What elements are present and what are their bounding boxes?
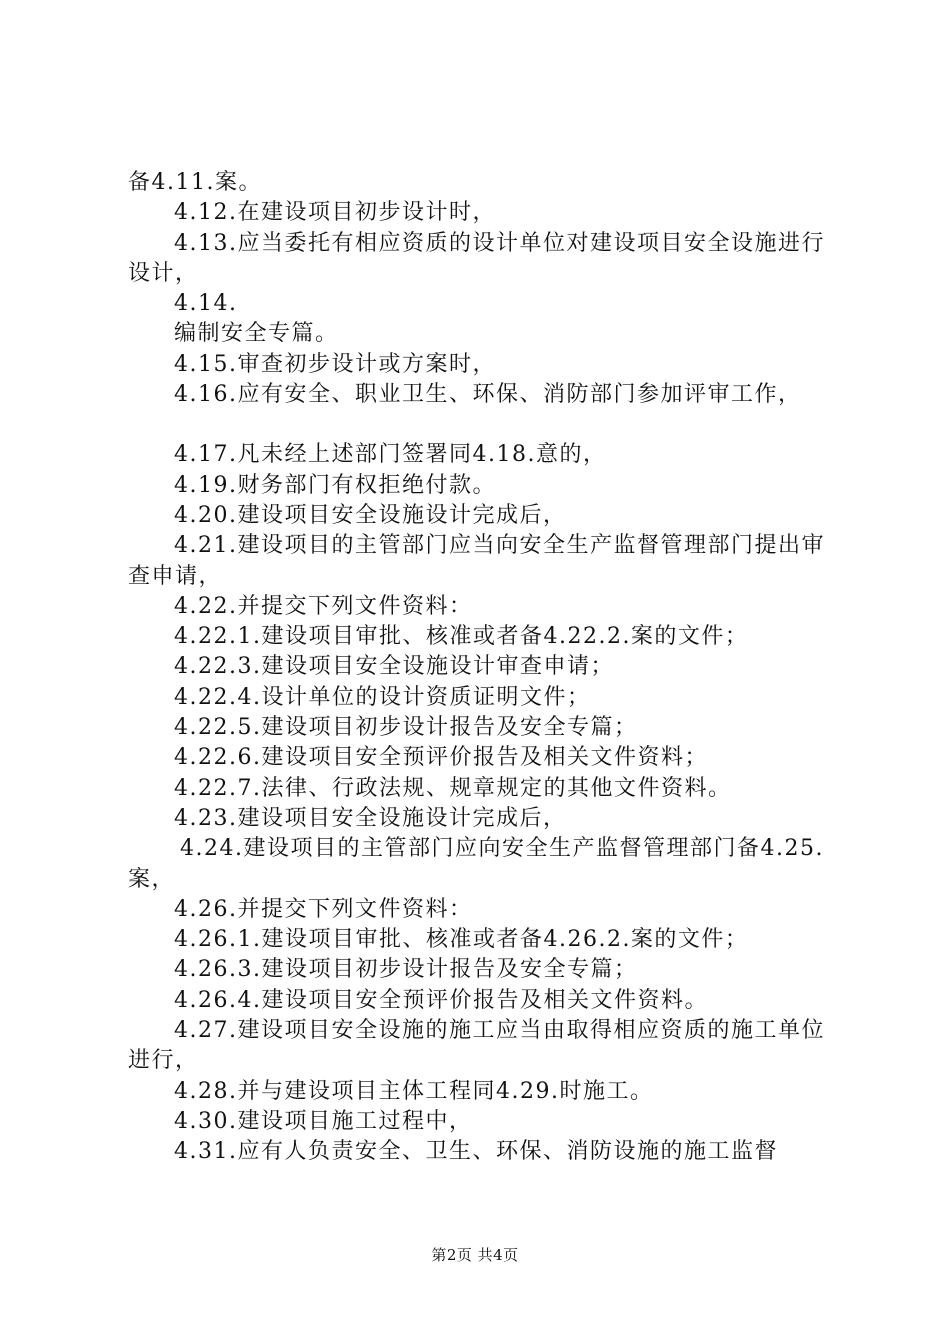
paragraph: 4.22.6.建设项目安全预评价报告及相关文件资料； bbox=[174, 745, 708, 771]
paragraph: 4.23.建设项目安全设施设计完成后， bbox=[174, 805, 567, 831]
paragraph: 4.13.应当委托有相应资质的设计单位对建设项目安全设施进行设计， bbox=[128, 230, 825, 286]
paragraph: 4.20.建设项目安全设施设计完成后， bbox=[174, 502, 567, 528]
paragraph: 4.22.并提交下列文件资料： bbox=[174, 593, 473, 619]
page-footer: 第2页 共4页 bbox=[431, 1246, 519, 1264]
paragraph: 4.15.审查初步设计或方案时， bbox=[174, 351, 496, 377]
paragraph: 4.12.在建设项目初步设计时， bbox=[174, 200, 496, 226]
paragraph: 4.22.7.法律、行政法规、规章规定的其他文件资料。 bbox=[174, 775, 732, 801]
paragraph: 4.17.凡未经上述部门签署同4.18.意的， bbox=[174, 442, 607, 468]
paragraph: 备4.11.案。 bbox=[128, 170, 262, 195]
paragraph: 4.26.1.建设项目审批、核准或者备4.26.2.案的文件； bbox=[174, 927, 749, 953]
paragraph: 4.28.并与建设项目主体工程同4.29.时施工。 bbox=[174, 1078, 654, 1104]
paragraph: 4.26.3.建设项目初步设计报告及安全专篇； bbox=[174, 957, 638, 983]
paragraph: 4.22.5.建设项目初步设计报告及安全专篇； bbox=[174, 715, 638, 741]
paragraph: 4.22.3.建设项目安全设施设计审查申请； bbox=[174, 654, 614, 680]
paragraph: 4.26.4.建设项目安全预评价报告及相关文件资料。 bbox=[174, 987, 708, 1013]
paragraph: 4.19.财务部门有权拒绝付款。 bbox=[174, 472, 496, 498]
paragraph: 4.16.应有安全、职业卫生、环保、消防部门参加评审工作， bbox=[174, 382, 802, 408]
paragraph: 4.14. bbox=[174, 291, 238, 317]
paragraph: 4.22.4.设计单位的设计资质证明文件； bbox=[174, 684, 591, 710]
document-body bbox=[128, 168, 838, 1168]
paragraph: 4.21.建设项目的主管部门应当向安全生产监督管理部门提出审查申请， bbox=[128, 533, 825, 589]
paragraph: 4.30.建设项目施工过程中， bbox=[174, 1108, 473, 1134]
paragraph: 4.27.建设项目安全设施的施工应当由取得相应资质的施工单位进行， bbox=[128, 1018, 825, 1074]
paragraph: 4.31.应有人负责安全、卫生、环保、消防设施的施工监督 bbox=[174, 1139, 778, 1165]
paragraph: 4.26.并提交下列文件资料： bbox=[174, 896, 473, 922]
paragraph: 4.24.建设项目的主管部门应向安全生产监督管理部门备4.25.案， bbox=[128, 836, 824, 892]
paragraph: 编制安全专篇。 bbox=[174, 321, 339, 347]
paragraph: 4.22.1.建设项目审批、核准或者备4.22.2.案的文件； bbox=[174, 624, 749, 650]
